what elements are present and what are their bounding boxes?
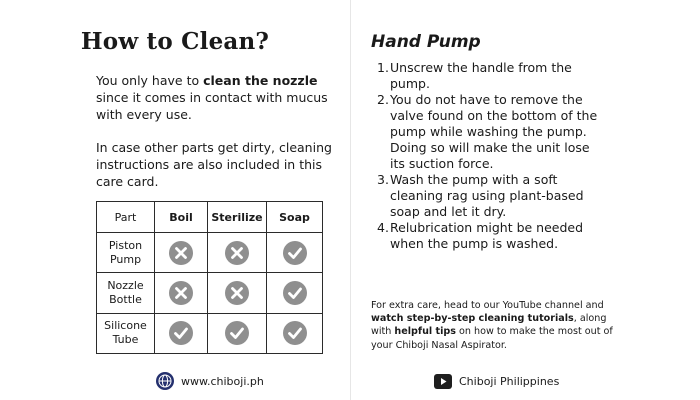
other-parts-paragraph: In case other parts get dirty, cleaning instructions are also included in this care card.	[96, 140, 332, 189]
youtube-channel-link[interactable]: Chiboji Philippines	[459, 375, 560, 388]
step-text: Wash the pump with a soft cleaning rag using plant-based soap and let it dry.	[390, 172, 584, 219]
step-number: 2.	[377, 92, 389, 107]
check-circle-icon	[282, 320, 308, 346]
steps-list	[377, 60, 607, 252]
part-name-line1: Nozzle	[107, 278, 144, 292]
intro-paragraph: You only have to clean the nozzle since it comes in contact with mucus with every use.	[96, 73, 328, 122]
soap-cell	[267, 273, 323, 313]
panel-divider	[350, 0, 351, 400]
table-header-row	[97, 202, 323, 233]
soap-cell	[267, 233, 323, 273]
step-text: Relubrication might be needed when the pump is washed.	[390, 220, 584, 251]
part-name-line2: Pump	[109, 252, 142, 266]
table-row	[97, 313, 323, 353]
sterilize-cell	[208, 273, 267, 313]
check-circle-icon	[282, 240, 308, 266]
table-row	[97, 233, 323, 273]
column-header-sterilize: Sterilize	[208, 202, 267, 233]
x-circle-icon	[224, 280, 250, 306]
boil-cell	[155, 273, 208, 313]
x-circle-icon	[168, 280, 194, 306]
step-item	[377, 92, 607, 172]
step-item	[377, 220, 607, 252]
website-link[interactable]: www.chiboji.ph	[181, 374, 264, 388]
table-row	[97, 273, 323, 313]
part-name-line1: Silicone	[104, 319, 147, 333]
step-number: 3.	[377, 172, 389, 187]
part-name-line2: Tube	[112, 333, 139, 347]
youtube-icon	[434, 374, 452, 389]
part-name-cell	[97, 233, 155, 273]
website-footer	[156, 372, 264, 390]
check-circle-icon	[224, 320, 250, 346]
hand-pump-title: Hand Pump	[371, 32, 481, 52]
step-number: 1.	[377, 60, 389, 75]
column-header-boil: Boil	[155, 202, 208, 233]
part-name-line1: Piston	[108, 238, 143, 252]
step-text: You do not have to remove the valve found on the bottom of the pump while washing the pump. Doing so will make the unit lose its suction force.	[390, 92, 598, 171]
x-circle-icon	[224, 240, 250, 266]
part-name-cell	[97, 273, 155, 313]
column-header-soap: Soap	[267, 202, 323, 233]
part-name-cell	[97, 313, 155, 353]
step-item	[377, 60, 607, 92]
globe-icon	[156, 372, 174, 390]
step-number: 4.	[377, 220, 389, 235]
boil-cell	[155, 313, 208, 353]
sterilize-cell	[208, 313, 267, 353]
check-circle-icon	[282, 280, 308, 306]
sterilize-cell	[208, 233, 267, 273]
step-item	[377, 172, 607, 220]
column-header-part: Part	[97, 202, 155, 233]
care-table	[96, 201, 323, 354]
page-title: How to Clean?	[80, 28, 270, 55]
extra-care-paragraph: For extra care, head to our YouTube channel and watch step-by-step cleaning tutorials, along with helpful tips on how to make the most out of your Chiboji Nasal Aspirator.	[371, 300, 613, 351]
x-circle-icon	[168, 240, 194, 266]
soap-cell	[267, 313, 323, 353]
check-circle-icon	[168, 320, 194, 346]
boil-cell	[155, 233, 208, 273]
part-name-line2: Bottle	[109, 292, 142, 306]
youtube-footer	[434, 374, 559, 389]
step-text: Unscrew the handle from the pump.	[390, 60, 572, 91]
